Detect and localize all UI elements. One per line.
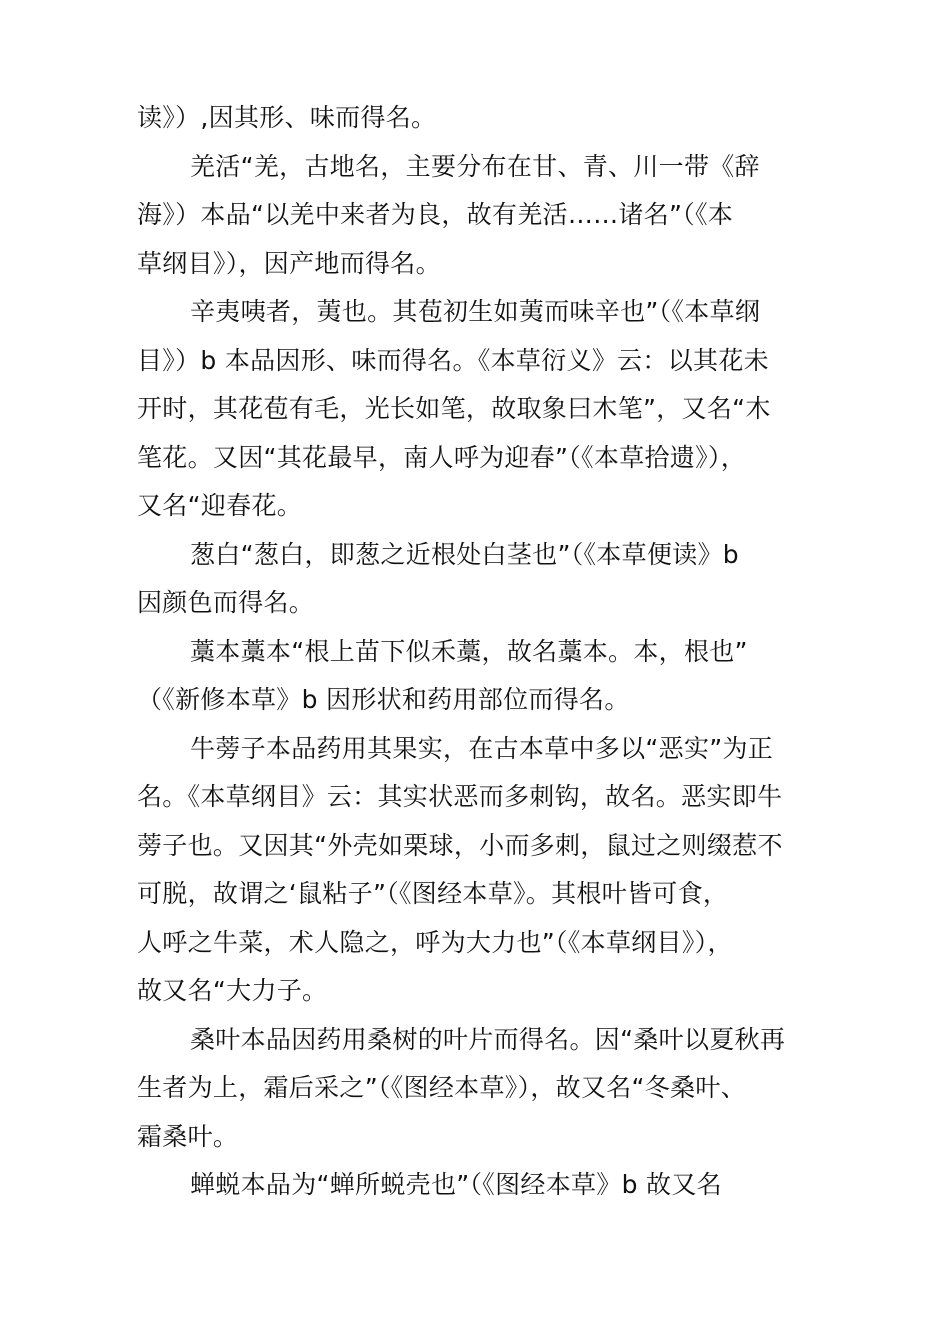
document-body: [137, 94, 827, 1210]
text-line: 故又名“大力子。: [137, 976, 328, 1005]
text-line: 人呼之牛菜，术人隐之，呼为大力也”（《本草纲目》），: [137, 927, 733, 957]
paragraph-chantui-line: 蝉蜕本品为“蝉所蜕壳也”（《图经本草》b 故又名: [190, 1170, 722, 1199]
paragraph-sangye-line: 桑叶本品因药用桑树的叶片而得名。因“桑叶以夏秋再: [190, 1024, 786, 1054]
text-line: 生者为上，霜后采之”（《图经本草》），故又名“冬桑叶、: [137, 1073, 747, 1102]
text-line: （《新修本草》b 因形状和药用部位而得名。: [137, 685, 630, 714]
paragraph-niubangzi-line: 牛蒡子本品药用其果实，在古本草中多以“恶实”为正: [190, 733, 774, 763]
text-line: 目》）b 本品因形、味而得名。《本草衍义》云：以其花未: [137, 345, 769, 375]
text-line: 开时，其花苞有毛，光长如笔，故取象曰木笔”，又名“木: [137, 394, 771, 423]
text-line: 蒡子也。又因其“外壳如栗球，小而多刺，鼠过之则缀惹不: [137, 830, 783, 860]
text-line: 可脱，故谓之‘鼠粘子”（《图经本草》。其根叶皆可食，: [137, 879, 729, 908]
text-line: 又名“迎春花。: [137, 491, 303, 520]
text-line: 笔花。又因“其花最早，南人呼为迎春”（《本草拾遗》），: [137, 442, 747, 472]
text-line: 草纲目》），因产地而得名。: [137, 248, 441, 278]
text-line: 海》）本品“以羌中来者为良，故有羌活……诸名”（《本: [137, 200, 734, 229]
text-line: 因颜色而得名。: [137, 588, 315, 617]
text-line: 霜桑叶。: [137, 1121, 239, 1151]
paragraph-gaoben-line: 藁本藁本“根上苗下似禾藁，故名藁本。本，根也”: [190, 636, 748, 666]
paragraph-xinyi-line: 辛夷咦者，荑也。其苞初生如荑而味辛也”（《本草纲: [190, 297, 761, 326]
text-line: 读》）,因其形、味而得名。: [137, 103, 437, 132]
paragraph-congbai-line: 葱白“葱白，即葱之近根处白茎也”（《本草便读》b: [190, 539, 739, 569]
paragraph-qianghuo-line: 羌活“羌，古地名，主要分布在甘、青、川一带《辞: [190, 151, 760, 181]
text-line: 名。《本草纲目》云：其实状恶而多刺钩，故名。恶实即牛: [137, 782, 783, 811]
